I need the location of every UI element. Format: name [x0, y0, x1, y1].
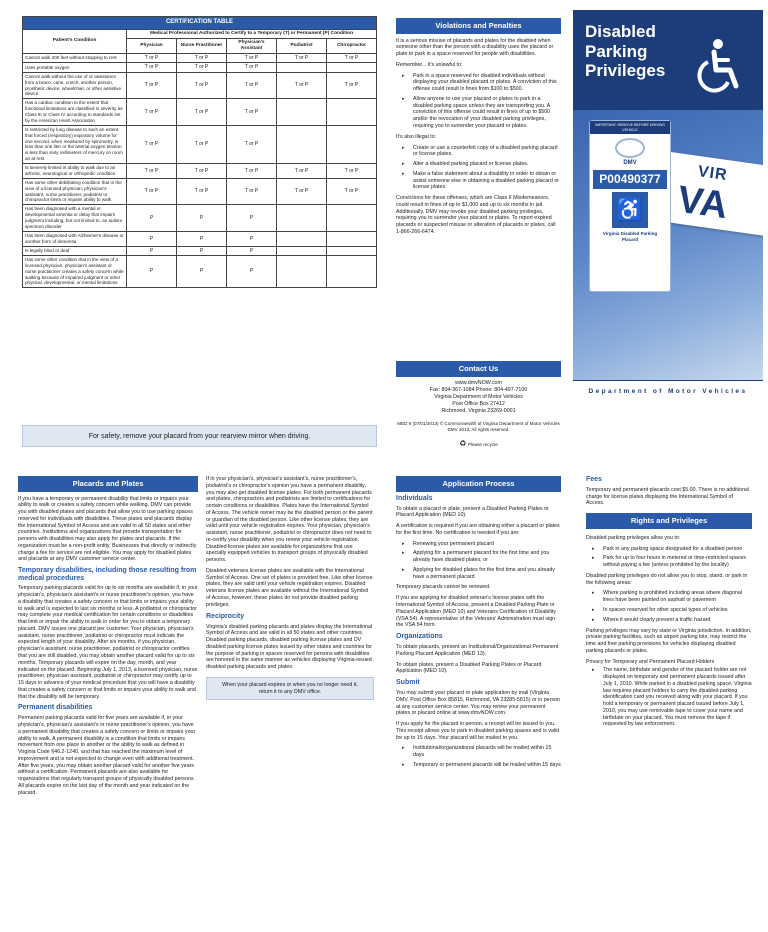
- value-cell: T or P: [277, 54, 327, 63]
- value-cell: [277, 246, 327, 255]
- value-cell: T or P: [127, 125, 177, 163]
- application-heading: Application Process: [396, 476, 561, 492]
- placards-column: [18, 476, 198, 801]
- perm-heading: Permanent disabilities: [18, 704, 93, 712]
- value-cell: T or P: [227, 54, 277, 63]
- value-cell: [327, 246, 377, 255]
- value-cell: P: [177, 246, 227, 255]
- value-cell: P: [127, 231, 177, 246]
- value-cell: T or P: [177, 72, 227, 99]
- list-item: ▸ Park for up to four hours in metered or time-restricted spaces without paying a fee (unless prohibited by the locality): [592, 555, 752, 569]
- value-cell: T or P: [277, 72, 327, 99]
- value-cell: [277, 205, 327, 232]
- safety-note: For safety, remove your placard from your rearview mirror when driving.: [22, 425, 377, 447]
- middle-column: [206, 476, 374, 700]
- list-item: ▸ Alter a disabled parking placard or license plates.: [402, 161, 561, 168]
- submit-heading: Submit: [396, 679, 420, 687]
- table-row: [23, 231, 377, 246]
- cover-title-line2: Parking: [585, 41, 648, 61]
- contact-panel: [396, 361, 561, 449]
- violations-remember: Remember... it's unlawful to:: [396, 61, 463, 68]
- condition-cell: Is restricted by lung disease to such an extent that forced (respiratory) expiratory volume for one second, when measured by spirometry, is less than one liter or the arterial oxygen tension is less than sixty millimeters of mercury on room air at rest: [23, 125, 127, 163]
- value-cell: T or P: [227, 99, 277, 126]
- organizations-heading: Organizations: [396, 633, 443, 641]
- cover-footer: Department of Motor Vehicles: [573, 381, 763, 403]
- list-item: ▸ Institutional/organizational placards will be mailed within 15 days: [402, 745, 561, 759]
- veteran-text: If you are applying for disabled veteran's license plates with the International Symbol of Access, present a Disabled Parking Plate or Placard Application (MED 10) and Veterans Certification of Disability (VSA 54). A representative of the Veterans' Administration must sign the VSA 54 form.: [396, 595, 556, 629]
- value-cell: T or P: [177, 54, 227, 63]
- list-item: ▸ Temporary or permanent placards will be mailed within 15 days: [402, 762, 561, 769]
- submit-list: [396, 745, 561, 768]
- list-item: ▸ In spaces reserved for other special types of vehicles: [592, 607, 752, 614]
- condition-cell: Has some other debilitating condition that in the view of a licensed physician, physician's assistant, nurse practitioner, podiatrist or chiropractor limits or impairs ability to walk: [23, 178, 127, 205]
- value-cell: T or P: [177, 63, 227, 72]
- value-cell: T or P: [327, 178, 377, 205]
- value-cell: [327, 125, 377, 163]
- allow-list: [586, 546, 752, 569]
- fees-text: Temporary and permanent placards cost $5.00. There is no additional charge for license plates displaying the International Symbol of Access.: [586, 486, 750, 507]
- value-cell: T or P: [227, 178, 277, 205]
- col-physician: Physician: [127, 38, 177, 53]
- col-group: Medical Professional Authorized to Certify to a Temporary (T) or Permanent (P) Condition: [127, 29, 377, 38]
- value-cell: P: [177, 205, 227, 232]
- reciprocity-text: Virginia's disabled parking placards and plates display the International Symbol of Access and are valid in all 50 states and other countries. Disabled parking placards, disabled parking license plates and DV disabled parking license plates issued by other states and countries for the purpose of parking in spaces reserved for persons with disabilities are honored in the same manner as vehicles displaying Virginia-issued disabled parking placards and plates.: [206, 623, 373, 671]
- application-column: [396, 476, 561, 773]
- value-cell: P: [227, 205, 277, 232]
- plate-state: VIR: [696, 163, 729, 185]
- individuals-heading: Individuals: [396, 494, 433, 502]
- privacy-heading: Privacy for Temporary and Permanent Placard Holders: [586, 658, 715, 665]
- value-cell: T or P: [127, 178, 177, 205]
- privacy-list: [586, 667, 752, 728]
- value-cell: P: [177, 231, 227, 246]
- value-cell: T or P: [227, 72, 277, 99]
- recycle-icon: ♻: [459, 439, 467, 449]
- temp-text: Temporary parking placards valid for up to six months are available if, in your physician's, physician's assistant's or nurse practitioner's opinion, you have a disability that creates a safety concern or that limits or impairs your ability to walk and is expected to last six months or less. A podiatrist or chiropractor may complete your medical certification for certain conditions or disabilities that limit or impair the ability to walk in order for you to obtain a temporary placard. DMV issues one placard per customer. Your physician, physician's assistant, nurse practitioner, podiatrist or chiropractor must indicate the expected length of your disability. After six months, if you physician, physician's assistant, nurse practitioner, podiatrist or chiropractor certifies that you are still disabled, you may obtain another placard valid for up to six months. Temporary placards will expire on the day, month, and year indicated on the placard. Beginning July 1, 2013, a licensed physician, nurse practitioner, physician assistant, podiatrist or chiropractor may certify up to 15 days in advance of your medical procedure that you will have a disability that creates a safety concern or that limits or impairs your ability to walk and that the disability will be temporary.: [18, 585, 198, 700]
- violations-panel: [396, 18, 561, 240]
- list-item: ▸ Park in any parking space designated for a disabled person: [592, 546, 752, 553]
- col-nurse: Nurse Practitioner: [177, 38, 227, 53]
- table-row: [23, 63, 377, 72]
- state-text: Parking privileges may vary by state or Virginia jurisdiction. In addition, private parking facilities, such as airport parking lots, may restrict the time and free parking provisions for vehicles displaying disabled parking placards or plates.: [586, 627, 752, 654]
- cover-title-line1: Disabled: [585, 22, 656, 41]
- value-cell: [277, 63, 327, 72]
- wheelchair-icon: [690, 36, 748, 94]
- value-cell: [277, 99, 327, 126]
- condition-cell: Uses portable oxygen: [23, 63, 127, 72]
- table-row: [23, 178, 377, 205]
- ind-p2: A certification is required if you are obtaining either a placard or plates for the first time. No certification is needed if you are:: [396, 523, 560, 536]
- value-cell: T or P: [277, 164, 327, 179]
- contact-web[interactable]: www.dmvNOW.com: [455, 379, 502, 386]
- table-row: [23, 54, 377, 63]
- value-cell: T or P: [177, 164, 227, 179]
- value-cell: T or P: [277, 178, 327, 205]
- allow-label: Disabled parking privileges allow you to:: [586, 534, 681, 541]
- cover-panel: [573, 10, 763, 403]
- col-condition: Patient's Condition: [23, 29, 127, 53]
- placard-brand: DMV: [623, 160, 637, 167]
- value-cell: T or P: [227, 63, 277, 72]
- value-cell: [327, 231, 377, 246]
- mid-p2: If in your physician's, physician's assistant's, nurse practitioner's, podiatrist's or chiropractor's opinion you have a permanent disability, you may also get disabled license plates. For both permanent placards and plates, chiropractors and podiatrists are limited to certifications for certain conditions or disabilities. Plates have the International Symbol of Access. The vehicle owner may be the disabled person or the parent or guardian of the disabled person. Like other license plates, they are valid until your vehicle registration expires. Your physician, physician's assistant, nurse practitioner, podiatrist or chiropractor does not need to re-certify your disability when you renew your vehicle registration. Disabled license plates are available for organizations that use specially equipped vehicles to transport groups of physically disabled persons.: [206, 476, 373, 564]
- condition-cell: Is severely limited in ability to walk due to an arthritic, neurological or orthopedic condition: [23, 164, 127, 179]
- value-cell: T or P: [327, 72, 377, 99]
- value-cell: P: [177, 255, 227, 287]
- contact-box: Post Office Box 27412: [452, 401, 505, 408]
- value-cell: T or P: [227, 164, 277, 179]
- ind-p1: To obtain a placard or plate, present a Disabled Parking Plates or Placard Application (MED 10).: [396, 505, 549, 519]
- form-number: MED 9 (07/01/2013) © Commonwealth of Virginia Department of Motor Vehicles DMV 2013. All rights reserved.: [397, 421, 560, 433]
- condition-cell: Is legally blind or deaf: [23, 246, 127, 255]
- cover-title-line3: Privileges: [585, 61, 666, 81]
- list-item: ▸ Park in a space reserved for disabled individuals without displaying your disabled placard or plates. A conviction of this offense could result in fines from $100 to $500.: [402, 73, 561, 93]
- value-cell: P: [127, 255, 177, 287]
- placard-top-text: IMPORTANT: REMOVE BEFORE DRIVING VEHICLE: [590, 121, 670, 134]
- violations-intro: It is a serious misuse of placards and plates for the disabled when someone other than the person with a disability uses the placard or plate to park in a space reserved for people with disabilities.: [396, 37, 554, 58]
- unlawful-list: [396, 73, 561, 130]
- perm-text: Permanent parking placards valid for five years are available if, in your physician's, physician's assistant's or nurse practitioner's opinion, you have a permanent disability that creates a safety concern or limits or impairs your ability to walk. A permanent disability is a condition that limits or impairs movement from one place to another or the ability to walk as defined in Virginia Code §46.2-1240, and that has reached the maximum level of improvement and is not expected to change even with additional treatment. After five years, you may obtain another placard valid for another five years without a certification. Permanent placards are also available for organizations that regularly transport groups of physically disabled persons. All placards expire on the last day of the month and year indicated on the placard.: [18, 715, 196, 796]
- contact-heading: Contact Us: [396, 361, 561, 377]
- illegal-list: [396, 145, 561, 192]
- contact-city: Richmond, Virginia 23269-0001: [441, 408, 516, 415]
- table-row: [23, 205, 377, 232]
- value-cell: T or P: [127, 164, 177, 179]
- recycle-text: Please recycle: [467, 442, 498, 448]
- value-cell: [277, 255, 327, 287]
- col-chiropractor: Chiropractor: [327, 38, 377, 53]
- list-item: ▸ Where parking is prohibited including areas where diagonal lines have been painted on asphalt or pavement: [592, 590, 752, 604]
- renew-note: Temporary placards cannot be renewed.: [396, 584, 491, 591]
- condition-cell: Has some other condition that in the view of a licensed physician, physician's assistant or nurse practitioner creates a safety concern while walking because of impaired judgment or other physical, developmental, or mental limitations: [23, 255, 127, 287]
- value-cell: T or P: [177, 125, 227, 163]
- value-cell: P: [227, 231, 277, 246]
- table-row: [23, 164, 377, 179]
- org-p1: To obtain placards, present an Institutional/Organizational Permanent Parking Placard Application (MED 13).: [396, 643, 559, 657]
- certification-table-panel: [22, 16, 377, 288]
- value-cell: [327, 255, 377, 287]
- col-assistant: Physician's Assistant: [227, 38, 277, 53]
- value-cell: T or P: [127, 99, 177, 126]
- table-row: [23, 99, 377, 126]
- list-item: ▸ Allow anyone to use your placard or plates to park in a disabled parking space unless they are transporting you. A conviction of this offense could result in fines of up to $500 and/or the revocation of your disabled parking privileges, requiring you to surrender your placard or plates.: [402, 96, 561, 130]
- illegal-label: It's also illegal to:: [396, 133, 437, 140]
- list-item: ▸ Create or use a counterfeit copy of a disabled parking placard or license plates.: [402, 145, 561, 159]
- fees-heading: Fees: [586, 476, 602, 483]
- value-cell: P: [127, 205, 177, 232]
- value-cell: [277, 231, 327, 246]
- value-cell: [277, 125, 327, 163]
- placard: [589, 120, 671, 292]
- placard-hook: [615, 138, 645, 158]
- table-title: CERTIFICATION TABLE: [23, 17, 377, 30]
- not-label: Disabled parking privileges do not allow you to stop, stand, or park in the following areas:: [586, 572, 748, 586]
- mid-p3: Disabled veterans license plates are available with the International Symbol of Access. One set of plates is provided free. Like other license plates, they are valid until your vehicle registration expires. Disabled veterans license plates are available without the International Symbol of Access, however, these plates do not provide disabled parking privileges.: [206, 567, 373, 608]
- condition-cell: Cannot walk without the use of or assistance from a brace, cane, crutch, another person, prosthetic device, wheelchair, or other assistive device: [23, 72, 127, 99]
- rights-heading: Rights and Privileges: [586, 513, 752, 529]
- reciprocity-heading: Reciprocity: [206, 612, 245, 620]
- value-cell: T or P: [227, 125, 277, 163]
- ind-list: [396, 541, 561, 581]
- value-cell: P: [227, 255, 277, 287]
- list-item: ▸ Renewing your permanent placard: [402, 541, 561, 548]
- table-row: [23, 72, 377, 99]
- condition-cell: Has a cardiac condition to the extent that functional limitations are classified in severity as Class III or Class IV according to standards set by the American Heart Association: [23, 99, 127, 126]
- condition-cell: Has been diagnosed with Alzheimer's disease or another form of dementia: [23, 231, 127, 246]
- table-row: [23, 246, 377, 255]
- return-note: When your placard expires or when you no longer need it, return it to any DMV office.: [206, 677, 374, 701]
- value-cell: T or P: [177, 99, 227, 126]
- plate-text: VA: [674, 178, 731, 228]
- submit-p2: If you apply for the placard in person, a receipt will be issued to you. This receipt allows you to park in disabled parking spaces and is valid for up to 15 days. Your placard will be mailed to you.: [396, 721, 560, 741]
- value-cell: [327, 63, 377, 72]
- col-podiatrist: Podiatrist: [277, 38, 327, 53]
- value-cell: T or P: [127, 72, 177, 99]
- violations-heading: Violations and Penalties: [396, 18, 561, 34]
- placards-heading: Placards and Plates: [18, 476, 198, 492]
- placard-symbol: ♿: [612, 192, 648, 228]
- value-cell: T or P: [327, 54, 377, 63]
- list-item: ▸ Applying for disabled plates for the first time and you already have a permanent placard: [402, 567, 561, 581]
- value-cell: P: [227, 246, 277, 255]
- placard-label: Virginia Disabled Parking Placard: [602, 231, 658, 242]
- violations-closing: Convictions for these offenses, which are Class II Misdemeanors, could result in fines of up to $1,000 and up to six months in jail. Additionally, DMV may revoke your disabled parking privileges, requiring you to surrender your placard or plates. To report expired placards or suspected misuse or alteration of placards or plates, call 1-866-266-6474.: [396, 195, 556, 235]
- condition-cell: Has been diagnosed with a mental or developmental amentia or delay that impairs judgment including, but not limited to, an autism spectrum disorder: [23, 205, 127, 232]
- placard-number: P00490377: [593, 170, 667, 189]
- value-cell: T or P: [127, 54, 177, 63]
- value-cell: T or P: [327, 164, 377, 179]
- value-cell: P: [127, 246, 177, 255]
- condition-cell: Cannot walk 200 feet without stopping to rest: [23, 54, 127, 63]
- cover-photo: [573, 110, 763, 380]
- contact-org: Virginia Department of Motor Vehicles: [434, 393, 523, 400]
- list-item: ▸ Make a false statement about a disability in order to obtain or assist someone else in obtaining a disabled parking placard or license plates.: [402, 171, 561, 191]
- not-list: [586, 590, 752, 623]
- temp-heading: Temporary disabilities, including those resulting from medical procedures: [18, 567, 197, 583]
- certification-table: [22, 16, 377, 288]
- placards-p1: If you have a temporary or permanent disability that limits or impairs your ability to walk or creates a safety concern while walking, DMV can provide you with disabled plates and placards that allow you to use parking spaces reserved for individuals with disabilities. These plates and placards display the International Symbol of Access and are valid in all 50 states and other countries. Institutions and organizations that provide transportation for persons with disabilities may also apply for plates and placards. If the organization must be a non-profit entity. Businesses that directly or indirectly charge a fee for service are not eligible. You may apply for disabled plates and placards at any DMV customer service center.: [18, 495, 197, 563]
- value-cell: T or P: [127, 63, 177, 72]
- value-cell: [327, 205, 377, 232]
- list-item: ▸ Where it would clearly present a traffic hazard: [592, 617, 752, 624]
- contact-phone: Fax: 804-367-1084 Phone: 804-497-7100: [429, 386, 528, 393]
- list-item: ▸ Applying for a permanent placard for the first time and you already have disabled plates, or: [402, 550, 561, 564]
- fees-rights-column: [586, 476, 752, 732]
- table-row: [23, 255, 377, 287]
- recycle-row: [396, 439, 561, 449]
- submit-p1: You may submit your placard or plate application by mail (Virginia DMV, Post Office Box 85815, Richmond, VA 23285-5815) or in person at any customer service center. You may renew your permanent plates or placard online at www.dmvNOW.com.: [396, 690, 560, 717]
- org-p2: To obtain plates, present a Disabled Parking Plates or Placard Application (MED 10).: [396, 661, 542, 675]
- value-cell: [327, 99, 377, 126]
- list-item: ▸ The name, birthdate and gender of the placard holder are not displayed on temporary and permanent placards issued after July 1, 2010. While parked in a disabled parking space, Virginia law requires placard holders to carry the disabled parking identification card you received along with your placard. If you hold a temporary or permanent placard issued before July 1, 2010, you may use removable tape to cover your name and birthdate on your placard. You must remove the tape if requested by law enforcement.: [592, 667, 752, 728]
- table-row: [23, 125, 377, 163]
- value-cell: T or P: [177, 178, 227, 205]
